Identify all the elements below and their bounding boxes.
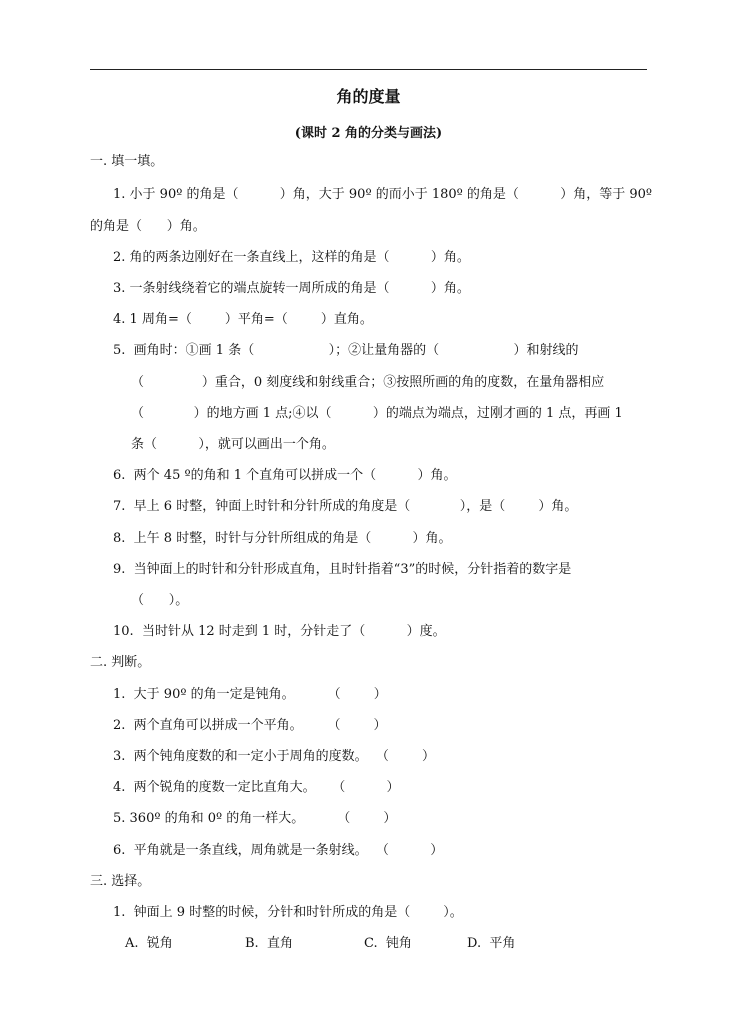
fill-question-1-continued: 的角是（ ）角。: [90, 219, 206, 234]
fill-question-7: 7. 早上 6 时整，钟面上时针和分针所成的角度是（ ），是（ ）角。: [113, 499, 578, 514]
judge-question-4: 4. 两个锐角的度数一定比直角大。 （ ）: [113, 780, 400, 795]
option-b: B. 直角: [245, 936, 293, 951]
option-a: A. 锐角: [125, 936, 173, 951]
judge-question-5: 5. 360º 的角和 0º 的角一样大。 （ ）: [113, 811, 397, 826]
judge-question-1: 1. 大于 90º 的角一定是钝角。 （ ）: [113, 687, 387, 702]
header-rule: [90, 69, 647, 70]
fill-question-5: 5. 画角时：①画 1 条（ ）；②让量角器的（ ）和射线的: [113, 343, 579, 358]
choose-question-1-options: [125, 934, 545, 954]
judge-question-6: 6. 平角就是一条直线，周角就是一条射线。 （ ）: [113, 843, 444, 858]
choose-question-1: 1. 钟面上 9 时整的时候，分针和时针所成的角是（ ）。: [113, 905, 463, 920]
fill-question-5-line-3: （ ）的地方画 1 点;④以（ ）的端点为端点，过刚才画的 1 点，再画 1: [131, 406, 623, 421]
fill-question-10: 10. 当时针从 12 时走到 1 时，分针走了（ ）度。: [113, 624, 446, 639]
fill-question-6: 6. 两个 45 º的角和 1 个直角可以拼成一个（ ）角。: [113, 468, 457, 483]
section-heading-fill: 一. 填一填。: [90, 154, 164, 169]
fill-question-9: 9. 当钟面上的时针和分针形成直角，且时针指着“3”的时候，分针指着的数字是: [113, 562, 572, 577]
option-c: C. 钝角: [364, 936, 412, 951]
fill-question-9-continued: （ ）。: [131, 593, 189, 608]
page-title: 角的度量: [336, 87, 401, 106]
fill-question-2: 2. 角的两条边刚好在一条直线上，这样的角是（ ）角。: [113, 250, 470, 265]
fill-question-5-line-2: （ ）重合，0 刻度线和射线重合；③按照所画的角的度数，在量角器相应: [131, 375, 605, 390]
fill-question-3: 3. 一条射线绕着它的端点旋转一周所成的角是（ ）角。: [113, 281, 470, 296]
option-d: D. 平角: [467, 936, 516, 951]
fill-question-4: 4. 1 周角=（ ）平角=（ ）直角。: [113, 312, 373, 327]
fill-question-5-line-4: 条（ ），就可以画出一个角。: [131, 437, 335, 452]
fill-question-8: 8. 上午 8 时整，时针与分针所组成的角是（ ）角。: [113, 531, 452, 546]
section-heading-judge: 二. 判断。: [90, 655, 151, 670]
section-heading-choose: 三. 选择。: [90, 874, 151, 889]
fill-question-1: 1. 小于 90º 的角是（ ）角，大于 90º 的而小于 180º 的角是（ ）角，等于 90º: [113, 187, 652, 202]
judge-question-3: 3. 两个钝角度数的和一定小于周角的度数。 （ ）: [113, 749, 435, 764]
page-subtitle: (课时 2 角的分类与画法): [294, 126, 443, 141]
judge-question-2: 2. 两个直角可以拼成一个平角。 （ ）: [113, 718, 387, 733]
